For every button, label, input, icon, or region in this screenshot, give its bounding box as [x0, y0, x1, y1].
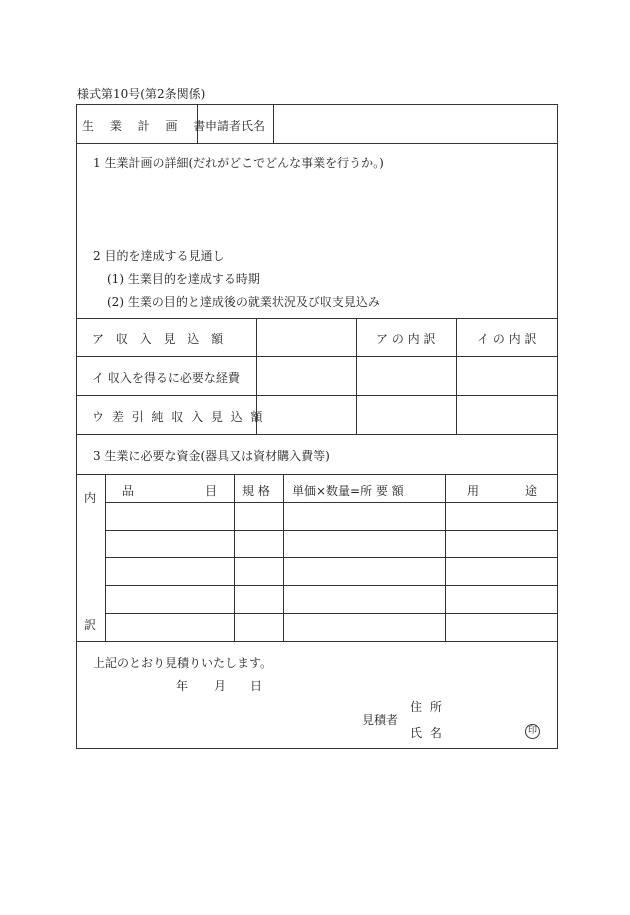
cell-i-breakdown-1[interactable]	[457, 357, 556, 394]
cell-a-amount[interactable]	[257, 319, 355, 355]
estimator-label: 見積者	[362, 713, 399, 727]
funds-side-label-top: 内	[84, 491, 97, 505]
date-day-label: 日	[250, 679, 263, 693]
row-label-a: ア 収 入 見 込 額	[92, 332, 228, 346]
col-header-price: 単価×数量=所 要 額	[292, 484, 404, 498]
applicant-name-label: 申請者氏名	[205, 119, 266, 133]
col-header-item: 品 目	[122, 484, 217, 498]
col-header-spec: 規 格	[242, 484, 270, 498]
funds-table-row[interactable]	[106, 586, 556, 612]
col-label-a-breakdown: ア の 内 訳	[376, 332, 436, 346]
address-field[interactable]	[452, 696, 532, 714]
row-label-i: イ 収入を得るに必要な経費	[92, 371, 240, 385]
section-1-content-area[interactable]	[77, 172, 556, 240]
section-2-item-2: (2) 生業の目的と達成後の就業状況及び収支見込み	[107, 295, 380, 309]
section-2-item-1: (1) 生業目的を達成する時期	[107, 272, 260, 286]
form-title: 生 業 計 画 書	[82, 119, 212, 133]
income-table-bottom-line	[76, 434, 557, 435]
funds-table-row[interactable]	[106, 531, 556, 556]
name-label: 氏 名	[410, 726, 444, 740]
funds-table-row[interactable]	[106, 614, 556, 640]
funds-table-row[interactable]	[106, 558, 556, 584]
cell-i-breakdown-2[interactable]	[457, 396, 556, 433]
cell-u-amount[interactable]	[257, 396, 355, 433]
section-2-title: 2 目的を達成する見通し	[93, 249, 225, 263]
name-field[interactable]	[452, 722, 518, 740]
funds-side-label-bottom: 訳	[84, 618, 97, 632]
date-year-label: 年	[176, 679, 189, 693]
form-number: 様式第10号(第2条関係)	[77, 87, 206, 101]
cell-a-breakdown-1[interactable]	[357, 357, 455, 394]
funds-table-row[interactable]	[106, 503, 556, 529]
cell-a-breakdown-2[interactable]	[357, 396, 455, 433]
date-month-label: 月	[214, 679, 227, 693]
cell-i-amount[interactable]	[257, 357, 355, 394]
header-bottom-line	[76, 143, 557, 144]
row-label-u: ウ 差 引 純 収 入 見 込 額	[92, 410, 265, 424]
address-label: 住 所	[410, 700, 444, 714]
seal-icon: 印	[525, 724, 540, 739]
applicant-name-field[interactable]	[274, 105, 556, 143]
col-header-use: 用 途	[467, 484, 537, 498]
section-3-title: 3 生業に必要な資金(器具又は資材購入費等)	[93, 449, 330, 463]
funds-table-top-line	[76, 474, 557, 475]
estimate-statement: 上記のとおり見積りいたします。	[93, 656, 273, 670]
funds-table-bottom-line	[76, 641, 557, 642]
col-label-i-breakdown: イ の 内 訳	[477, 332, 537, 346]
section-1-title: 1 生業計画の詳細(だれがどこでどんな事業を行うか。)	[93, 156, 384, 170]
